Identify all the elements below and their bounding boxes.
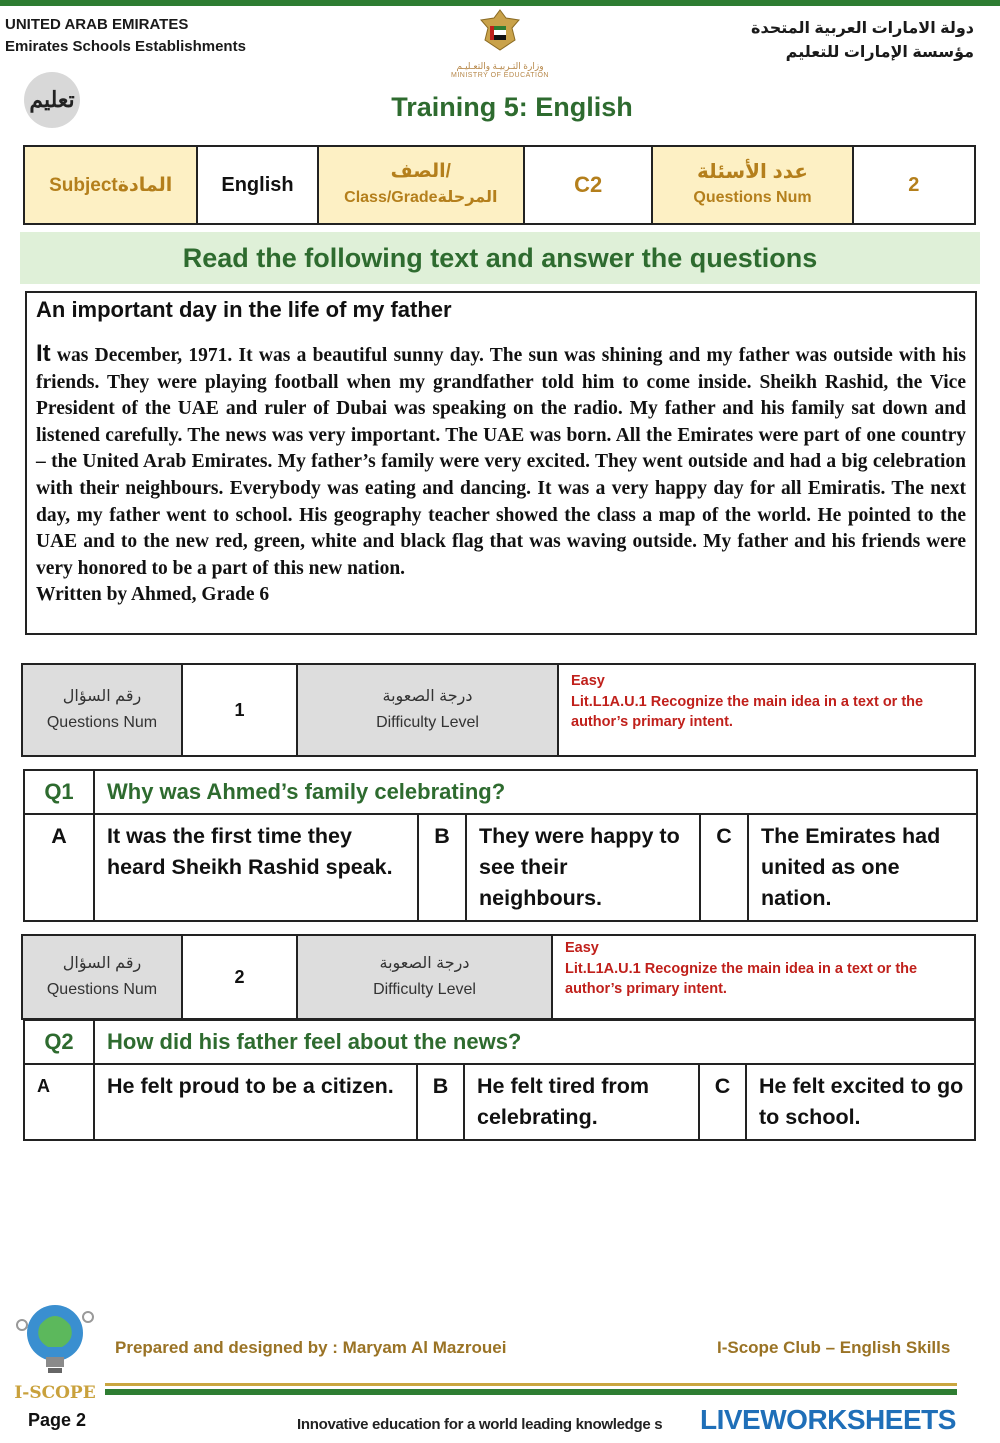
header-country-en: UNITED ARAB EMIRATES xyxy=(5,16,189,33)
q2-label: Q2 xyxy=(24,1020,94,1064)
passage-body xyxy=(36,341,966,582)
header-country-ar: دولة الامارات العربية المتحدة xyxy=(751,20,974,37)
iscope-name: I-SCOPE xyxy=(14,1383,96,1403)
question-2 xyxy=(23,1019,976,1141)
passage-text: was December, 1971. It was a beautiful sunny day. The sun was shining and my father was outside with his friends. They were playing football when my grandfather told him to come inside. Sheikh Rashid, the Vice President of the UAE and ruler of Dubai was speaking on the radio. My father and his family sat down and listened carefully. The news was very important. The UAE was born. All the Emirates were part of one country – the United Arab Emirates. My father’s family were very excited. They went outside and had a big celebration with their neighbours. Everybody was eating and dancing. It was a very happy day for all Emiratis. The next day, my father went to school. His geography teacher showed the class a map of the world. He pointed to the UAE and to the new red, green, white and black flag that was waving outside. My father and his friends were very honored to be a part of this new nation. xyxy=(36,345,966,579)
class-label-ar: الصف/ xyxy=(390,161,451,182)
q2-difficulty-label xyxy=(297,935,552,1019)
info-table xyxy=(23,145,976,225)
q2-option-b-letter: B xyxy=(417,1064,464,1140)
q2-difficulty-standard xyxy=(552,935,975,1019)
q1-number-label-ar: رقم السؤال xyxy=(62,688,142,705)
header-establishment-ar: مؤسسة الإمارات للتعليم xyxy=(785,44,974,61)
q2-option-b[interactable]: He felt tired from celebrating. xyxy=(464,1064,699,1140)
ministry-name-ar: وزارة التـربيـة والتعـليـم xyxy=(456,61,544,71)
question-2-meta xyxy=(21,934,976,1020)
q1-option-c-letter: C xyxy=(700,814,748,921)
q1-number-label xyxy=(22,664,182,756)
q1-option-b[interactable]: They were happy to see their neighbours. xyxy=(466,814,700,921)
q2-number-label-ar: رقم السؤال xyxy=(62,955,142,972)
q1-number-value: 1 xyxy=(182,664,297,756)
header-establishment-en: Emirates Schools Establishments xyxy=(5,38,246,55)
q1-option-a-letter: A xyxy=(24,814,94,921)
question-1 xyxy=(23,769,978,922)
q2-number-label xyxy=(22,935,182,1019)
class-label-en: Class/Gradeالمرحلة xyxy=(344,189,498,206)
q2-option-c[interactable]: He felt excited to go to school. xyxy=(746,1064,975,1140)
ministry-logo xyxy=(400,6,600,79)
class-value: C2 xyxy=(524,146,652,224)
questions-label-ar: عدد الأسئلة xyxy=(697,161,808,183)
q1-label: Q1 xyxy=(24,770,94,814)
footer-green-line xyxy=(105,1389,957,1395)
q1-difficulty-label-ar: درجة الصعوبة xyxy=(382,688,473,705)
q1-option-a[interactable]: It was the first time they heard Sheikh Rashid speak. xyxy=(94,814,418,921)
q1-standard-text: Lit.L1A.U.1 Recognize the main idea in a text or the author’s primary intent. xyxy=(571,693,924,730)
q1-difficulty-label-en: Difficulty Level xyxy=(376,714,479,731)
questions-label-en: Questions Num xyxy=(693,189,812,206)
passage-author: Written by Ahmed, Grade 6 xyxy=(36,584,270,606)
page-number: Page 2 xyxy=(28,1410,87,1430)
questions-label xyxy=(652,146,852,224)
q2-difficulty-value: Easy xyxy=(565,940,599,956)
reading-passage xyxy=(25,291,977,635)
iscope-bulb-icon xyxy=(10,1295,100,1385)
q1-difficulty-standard xyxy=(558,664,975,756)
ministry-name-en: MINISTRY OF EDUCATION xyxy=(450,72,549,79)
liveworksheets-watermark: LIVEWORKSHEETS xyxy=(700,1404,956,1435)
passage-first-word: It xyxy=(36,340,51,367)
q2-number-value: 2 xyxy=(182,935,297,1019)
q2-standard-text: Lit.L1A.U.1 Recognize the main idea in a text or the author’s primary intent. xyxy=(565,960,918,997)
taleem-logo: تعليم xyxy=(24,72,80,128)
subject-label: Subjectالمادة xyxy=(24,146,197,224)
q1-option-c[interactable]: The Emirates had united as one nation. xyxy=(748,814,977,921)
footer-tagline: Innovative education for a world leading knowledge s xyxy=(297,1416,663,1433)
q2-option-a[interactable]: He felt proud to be a citizen. xyxy=(94,1064,417,1140)
page-title: Training 5: English xyxy=(391,92,633,122)
passage-title: An important day in the life of my father xyxy=(36,297,452,322)
q2-number-label-en: Questions Num xyxy=(46,981,158,998)
instruction-banner: Read the following text and answer the questions xyxy=(20,232,980,284)
question-1-meta xyxy=(21,663,976,757)
footer-club: I-Scope Club – English Skills xyxy=(717,1338,951,1357)
q2-option-c-letter: C xyxy=(699,1064,746,1140)
footer-prepared-by: Prepared and designed by : Maryam Al Mazrouei xyxy=(115,1338,507,1357)
footer-gold-line xyxy=(105,1383,957,1386)
questions-value: 2 xyxy=(853,146,975,224)
q1-number-label-en: Questions Num xyxy=(46,714,158,731)
class-label xyxy=(318,146,524,224)
q2-option-a-letter: A xyxy=(24,1064,94,1140)
q1-difficulty-label xyxy=(297,664,558,756)
q2-difficulty-label-ar: درجة الصعوبة xyxy=(379,955,470,972)
uae-emblem-icon xyxy=(475,6,525,56)
q2-text: How did his father feel about the news? xyxy=(94,1020,975,1064)
q2-difficulty-label-en: Difficulty Level xyxy=(373,981,476,998)
q1-text: Why was Ahmed’s family celebrating? xyxy=(94,770,977,814)
q1-option-b-letter: B xyxy=(418,814,466,921)
q1-difficulty-value: Easy xyxy=(571,673,605,689)
subject-value: English xyxy=(197,146,317,224)
